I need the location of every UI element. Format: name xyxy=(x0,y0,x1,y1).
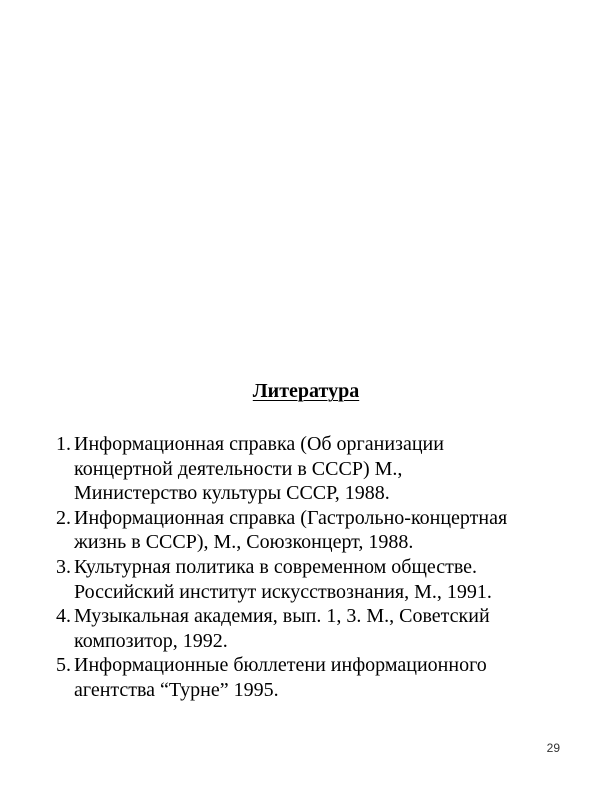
reference-text-line: концертной деятельности в СССР) М., xyxy=(74,457,403,480)
reference-text-line: Российский институт искусствознания, М., 1991. xyxy=(74,580,492,603)
reference-number: 4. xyxy=(56,605,71,628)
reference-number: 5. xyxy=(56,654,71,677)
reference-number: 3. xyxy=(56,555,71,578)
reference-number: 1. xyxy=(56,433,71,455)
reference-text-line: Информационная справка (Гастрольно-концертная xyxy=(74,506,508,529)
reference-text-line: композитор, 1992. xyxy=(74,629,228,652)
reference-item xyxy=(56,506,576,555)
reference-text-line: Музыкальная академия, вып. 1, 3. М., Советский xyxy=(74,605,490,628)
reference-list xyxy=(56,432,576,703)
reference-number: 2. xyxy=(56,506,71,529)
reference-item xyxy=(56,432,576,506)
reference-item xyxy=(56,653,576,702)
reference-item xyxy=(56,604,576,653)
page-number: 29 xyxy=(546,741,560,755)
reference-text-line: жизнь в СССР), М., Союзконцерт, 1988. xyxy=(74,531,414,554)
reference-text-line: Информационные бюллетени информационного xyxy=(74,654,487,677)
reference-item xyxy=(56,555,576,604)
reference-text-line: Культурная политика в современном обществе. xyxy=(74,555,478,578)
reference-text-line: Министерство культуры СССР, 1988. xyxy=(74,482,390,505)
section-heading: Литература xyxy=(252,380,360,402)
reference-text-line: Информационная справка (Об организации xyxy=(74,433,444,455)
reference-text-line: агентства “Турне” 1995. xyxy=(74,678,279,701)
